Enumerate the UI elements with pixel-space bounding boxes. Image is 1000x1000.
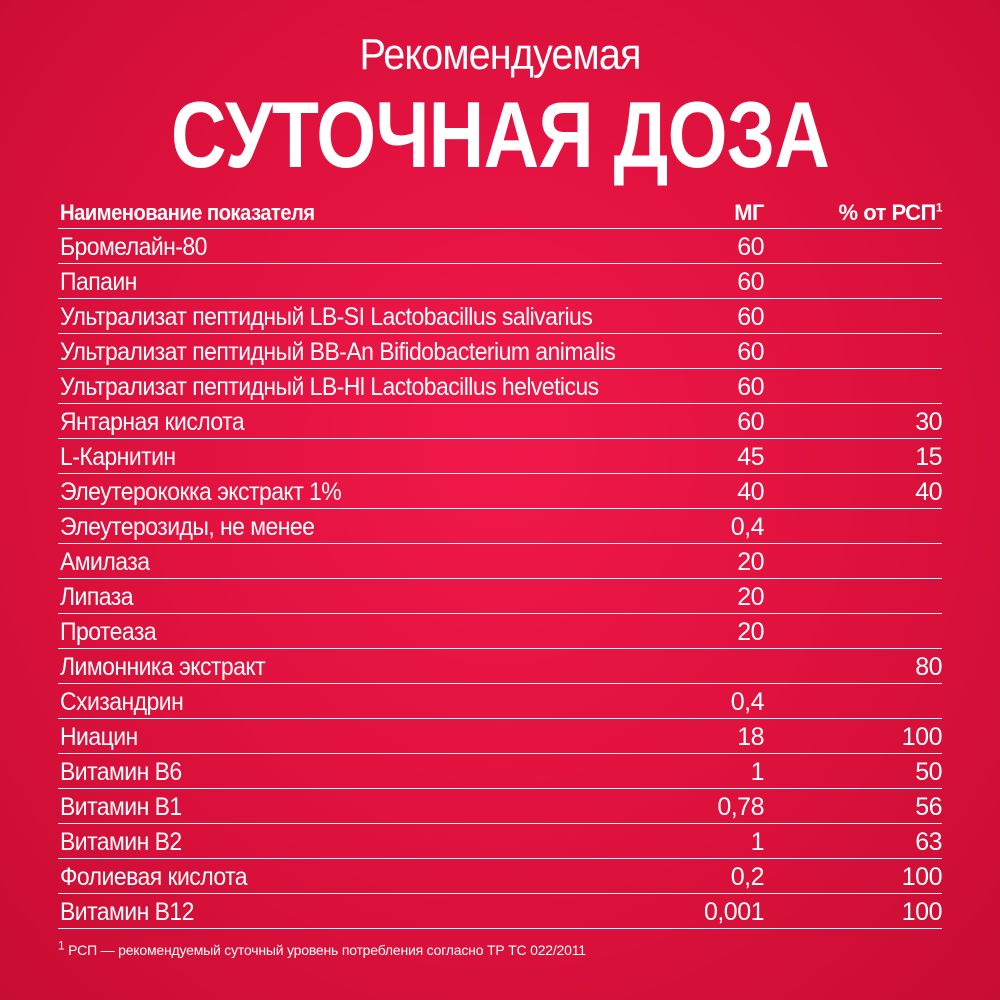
row-pct: 100 (901, 898, 942, 926)
table-row (58, 754, 942, 789)
row-mg: 0,001 (703, 898, 764, 926)
row-pct: 80 (915, 653, 942, 681)
column-header-name: Наименование показателя (60, 200, 315, 225)
table-header-row (58, 194, 942, 229)
table-row (58, 719, 942, 754)
row-mg: 60 (737, 233, 764, 261)
row-name: L-Карнитин (60, 443, 176, 471)
footnote-text: РСП — рекомендуемый суточный уровень потребления согласно ТР ТС 022/2011 (64, 942, 586, 958)
column-header-pct (839, 194, 942, 232)
row-name: Витамин B12 (60, 898, 194, 926)
row-mg: 1 (750, 828, 764, 856)
row-mg: 20 (737, 583, 764, 611)
table-row (58, 299, 942, 334)
row-mg: 20 (737, 548, 764, 576)
row-mg: 20 (737, 618, 764, 646)
row-mg: 60 (737, 268, 764, 296)
row-name: Витамин B1 (60, 793, 182, 821)
dosage-table (58, 194, 942, 929)
row-mg: 0,78 (717, 793, 764, 821)
row-name: Лимонника экстракт (60, 653, 266, 681)
row-pct: 100 (901, 723, 942, 751)
table-row (58, 614, 942, 649)
table-row (58, 544, 942, 579)
row-name: Липаза (60, 583, 133, 611)
table-row (58, 789, 942, 824)
row-mg: 45 (737, 443, 764, 471)
table-row (58, 509, 942, 544)
row-name: Схизандрин (60, 688, 184, 716)
row-name: Витамин B2 (60, 828, 182, 856)
row-mg: 60 (737, 338, 764, 366)
footnote-marker-header: 1 (935, 200, 942, 215)
row-mg: 60 (737, 303, 764, 331)
table-row (58, 369, 942, 404)
table-row (58, 474, 942, 509)
row-name: Ниацин (60, 723, 138, 751)
table-row (58, 684, 942, 719)
row-pct: 63 (915, 828, 942, 856)
row-pct: 40 (915, 478, 942, 506)
row-pct: 30 (915, 408, 942, 436)
row-mg: 40 (737, 478, 764, 506)
row-name: Фолиевая кислота (60, 863, 248, 891)
row-name: Бромелайн-80 (60, 233, 207, 261)
row-mg: 1 (750, 758, 764, 786)
row-pct: 100 (901, 863, 942, 891)
row-name: Протеаза (60, 618, 157, 646)
row-name: Ультрализат пептидный BB-An Bifidobacterium animalis (60, 338, 616, 366)
column-header-pct-label: % от РСП (838, 200, 936, 225)
row-pct: 50 (915, 758, 942, 786)
table-row (58, 439, 942, 474)
table-row (58, 859, 942, 894)
column-header-mg: МГ (734, 200, 764, 225)
row-name: Элеутерококка экстракт 1% (60, 478, 342, 506)
row-name: Витамин B6 (60, 758, 182, 786)
table-row (58, 264, 942, 299)
row-pct: 56 (915, 793, 942, 821)
row-name: Ультрализат пептидный LB-Hl Lactobacillus helveticus (60, 373, 599, 401)
row-name: Янтарная кислота (60, 408, 245, 436)
footnote-marker: 1 (58, 938, 65, 953)
row-mg: 0,2 (730, 863, 764, 891)
table-row (58, 649, 942, 684)
table-row (58, 824, 942, 859)
row-name: Элеутерозиды, не менее (60, 513, 315, 541)
row-mg: 60 (737, 373, 764, 401)
row-mg: 0,4 (730, 688, 764, 716)
row-mg: 18 (737, 723, 764, 751)
row-mg: 60 (737, 408, 764, 436)
footnote (58, 938, 586, 958)
page-title: СУТОЧНАЯ ДОЗА (170, 82, 830, 187)
table-row (58, 579, 942, 614)
row-mg: 0,4 (730, 513, 764, 541)
table-row (58, 894, 942, 929)
row-name: Амилаза (60, 548, 150, 576)
row-name: Ультрализат пептидный LB-SI Lactobacillus salivarius (60, 303, 593, 331)
row-name: Папаин (60, 268, 137, 296)
table-row (58, 229, 942, 264)
table-row (58, 404, 942, 439)
subtitle: Рекомендуемая (359, 30, 641, 79)
table-row (58, 334, 942, 369)
table-body (58, 229, 942, 929)
row-pct: 15 (915, 443, 942, 471)
